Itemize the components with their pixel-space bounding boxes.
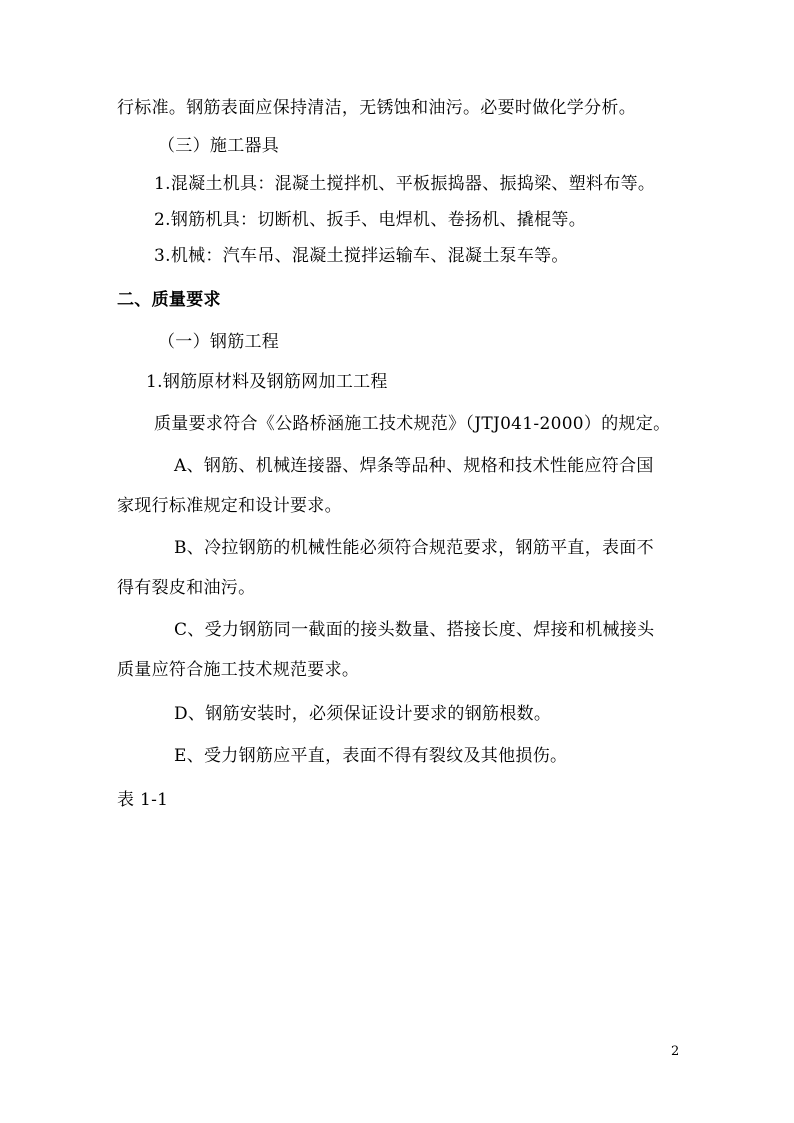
table-caption: 表 1-1 <box>117 790 169 810</box>
paragraph-line: 质量应符合施工技术规范要求。 <box>117 660 360 680</box>
item-heading: 1.钢筋原材料及钢筋网加工工程 <box>146 372 388 392</box>
requirement-item: C、受力钢筋同一截面的接头数量、搭接长度、焊接和机械接头 <box>174 620 655 640</box>
requirement-item: B、冷拉钢筋的机械性能必须符合规范要求，钢筋平直，表面不 <box>174 538 654 558</box>
requirement-item: E、受力钢筋应平直，表面不得有裂纹及其他损伤。 <box>174 746 568 766</box>
paragraph-line: 质量要求符合《公路桥涵施工技术规范》（JTJ041-2000）的规定。 <box>154 414 671 434</box>
list-item: 2.钢筋机具：切断机、扳手、电焊机、卷扬机、撬棍等。 <box>154 210 587 230</box>
list-item: 1.混凝土机具：混凝土搅拌机、平板振捣器、振捣梁、塑料布等。 <box>154 174 656 194</box>
page-number: 2 <box>671 1044 680 1059</box>
list-item: 3.机械：汽车吊、混凝土搅拌运输车、混凝土泵车等。 <box>154 246 569 266</box>
section-heading: 二、质量要求 <box>117 290 221 310</box>
requirement-item: D、钢筋安装时，必须保证设计要求的钢筋根数。 <box>174 704 552 724</box>
paragraph-line: 行标准。钢筋表面应保持清洁，无锈蚀和油污。必要时做化学分析。 <box>117 98 636 118</box>
requirement-item: A、钢筋、机械连接器、焊条等品种、规格和技术性能应符合国 <box>174 456 654 476</box>
paragraph-line: 得有裂皮和油污。 <box>117 578 256 598</box>
subsection-heading: （一）钢筋工程 <box>158 332 280 352</box>
subsection-heading: （三）施工器具 <box>158 136 280 156</box>
paragraph-line: 家现行标准规定和设计要求。 <box>117 496 342 516</box>
